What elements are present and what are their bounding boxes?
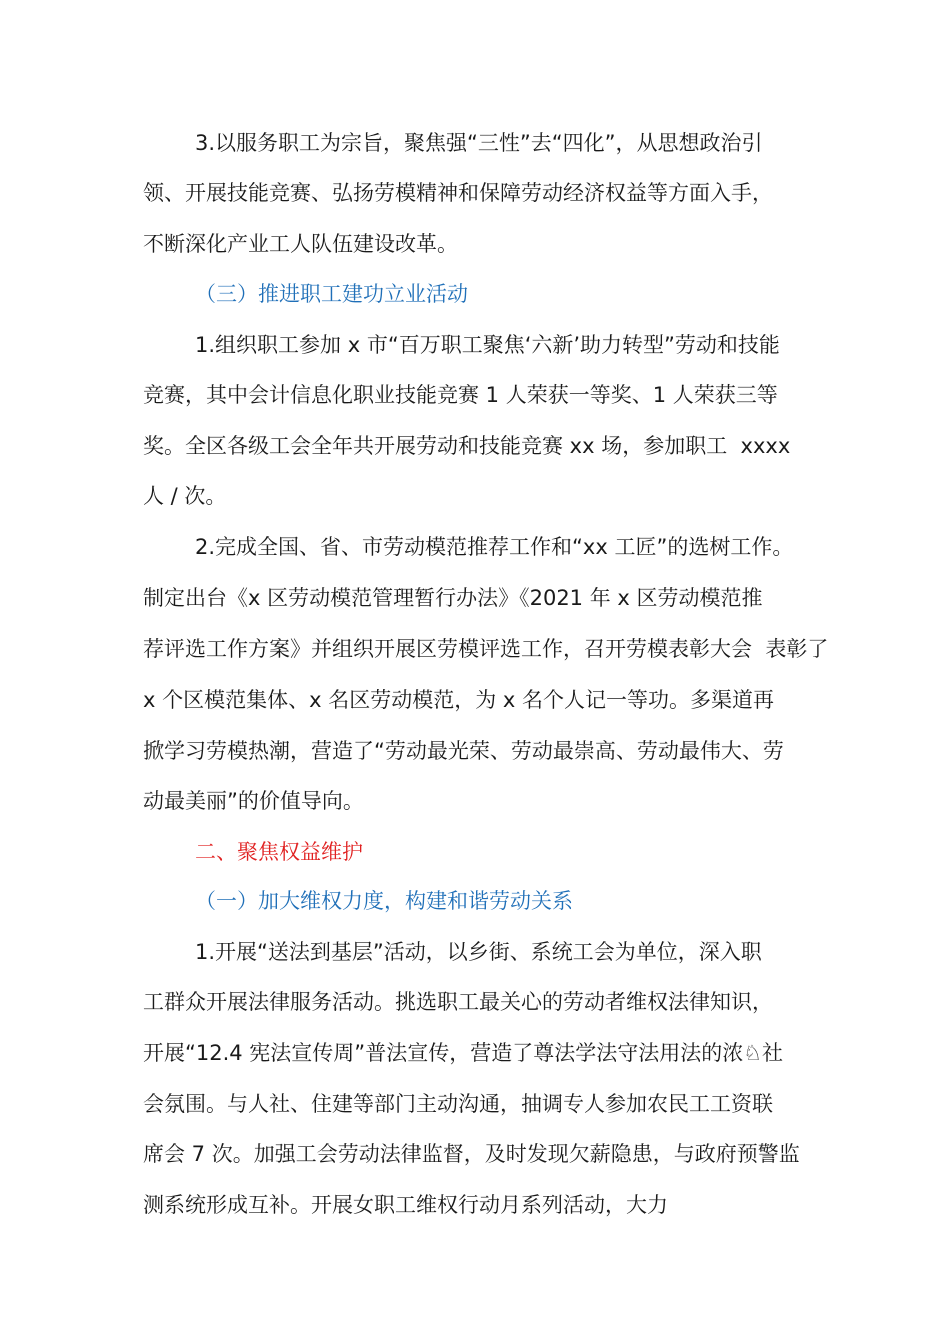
paragraph-line: 测系统形成互补。开展女职工维权行动月系列活动，大力 <box>143 1193 668 1217</box>
paragraph-line: 开展“12.4 宪法宣传周”普法宣传，营造了尊法学法守法用法的浓♘社 <box>143 1041 784 1065</box>
paragraph-line: 席会 7 次。加强工会劳动法律监督，及时发现欠薪隐患，与政府预警监 <box>143 1142 800 1166</box>
chapter-heading: 二、聚焦权益维护 <box>195 840 363 864</box>
paragraph-line: 工群众开展法律服务活动。挑选职工最关心的劳动者维权法律知识， <box>143 990 773 1014</box>
paragraph-line: 奖。全区各级工会全年共开展劳动和技能竞赛 xx 场，参加职工 xxxx <box>143 434 791 458</box>
paragraph-line: 掀学习劳模热潮，营造了“劳动最光荣、劳动最崇高、劳动最伟大、劳 <box>143 739 784 763</box>
paragraph-line: 竞赛，其中会计信息化职业技能竞赛 1 人荣获一等奖、1 人荣获三等 <box>143 383 778 407</box>
section-heading: （三）推进职工建功立业活动 <box>195 282 468 306</box>
paragraph-line: 会氛围。与人社、住建等部门主动沟通，抽调专人参加农民工工资联 <box>143 1092 773 1116</box>
paragraph-line: 领、开展技能竞赛、弘扬劳模精神和保障劳动经济权益等方面入手， <box>143 181 773 205</box>
paragraph-line: 制定出台《x 区劳动模范管理暂行办法》《2021 年 x 区劳动模范推 <box>143 586 763 610</box>
paragraph-line: 动最美丽”的价值导向。 <box>143 789 364 813</box>
paragraph-line: 不断深化产业工人队伍建设改革。 <box>143 232 458 256</box>
paragraph-line: 人 / 次。 <box>143 484 227 508</box>
paragraph-line: 2.完成全国、省、市劳动模范推荐工作和“xx 工匠”的选树工作。 <box>195 535 794 559</box>
paragraph-line: 3.以服务职工为宗旨，聚焦强“三性”去“四化”，从思想政治引 <box>195 131 763 155</box>
paragraph-line: 1.组织职工参加 x 市“百万职工聚焦‘六新’助力转型”劳动和技能 <box>195 333 780 357</box>
paragraph-line: 荐评选工作方案》并组织开展区劳模评选工作，召开劳模表彰大会 表彰了 <box>143 637 829 661</box>
paragraph-line: x 个区模范集体、x 名区劳动模范，为 x 名个人记一等功。多渠道再 <box>143 688 774 712</box>
paragraph-line: 1.开展“送法到基层”活动，以乡街、系统工会为单位，深入职 <box>195 940 762 964</box>
section-heading: （一）加大维权力度，构建和谐劳动关系 <box>195 889 573 913</box>
